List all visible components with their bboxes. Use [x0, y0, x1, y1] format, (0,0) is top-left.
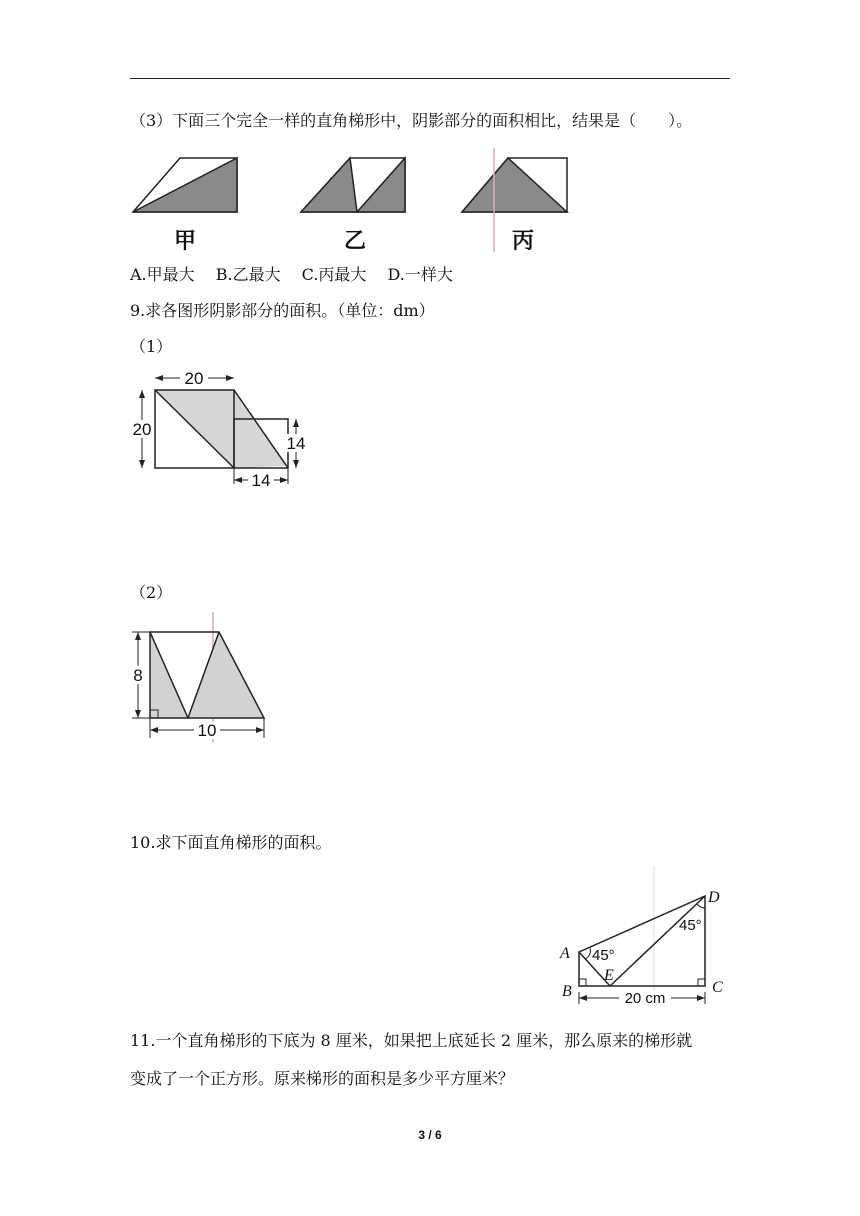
q9-part1-figure [128, 370, 308, 490]
figure-yi [301, 158, 405, 212]
q9-1-dim-right: 14 [286, 434, 306, 453]
q9-1-dim-left: 20 [132, 420, 152, 439]
q10-figure [552, 862, 738, 1012]
q10-point-e: E [604, 967, 614, 984]
q9-2-dim-height: 8 [133, 666, 143, 685]
q8-3-options: A.甲最大 B.乙最大 C.丙最大 D.一样大 [130, 265, 453, 284]
q11-line2: 变成了一个正方形。原来梯形的面积是多少平方厘米？ [130, 1069, 515, 1088]
caption-jia: 甲 [174, 229, 197, 254]
q10-base-label: 20 cm [624, 990, 666, 1007]
q10-point-c: C [712, 979, 723, 996]
q10-point-b: B [562, 983, 572, 1000]
q10-angle-a: 45° [592, 947, 615, 964]
q10-title: 10.求下面直角梯形的面积。 [130, 833, 332, 852]
q10-point-d: D [708, 889, 720, 906]
page-number: 3 / 6 [418, 1128, 442, 1142]
q9-1-dim-bottom: 14 [251, 471, 271, 490]
q10-angle-d: 45° [679, 917, 702, 934]
q9-part2-label: （2） [130, 583, 173, 602]
header-rule [130, 78, 730, 79]
caption-bing: 丙 [512, 229, 535, 254]
q9-part2-figure [128, 612, 278, 744]
q9-part1-label: （1） [130, 337, 173, 356]
q9-1-dim-top: 20 [184, 370, 204, 388]
q8-3-text: （3）下面三个完全一样的直角梯形中，阴影部分的面积相比，结果是（ ）。 [130, 111, 693, 130]
q9-2-dim-base: 10 [197, 721, 217, 740]
figure-jia [133, 158, 237, 212]
caption-yi: 乙 [344, 229, 367, 254]
q9-title: 9.求各图形阴影部分的面积。（单位：dm） [130, 301, 435, 320]
q11-line1: 11.一个直角梯形的下底为 8 厘米，如果把上底延长 2 厘米，那么原来的梯形就 [130, 1031, 693, 1050]
q10-point-a: A [560, 945, 570, 962]
